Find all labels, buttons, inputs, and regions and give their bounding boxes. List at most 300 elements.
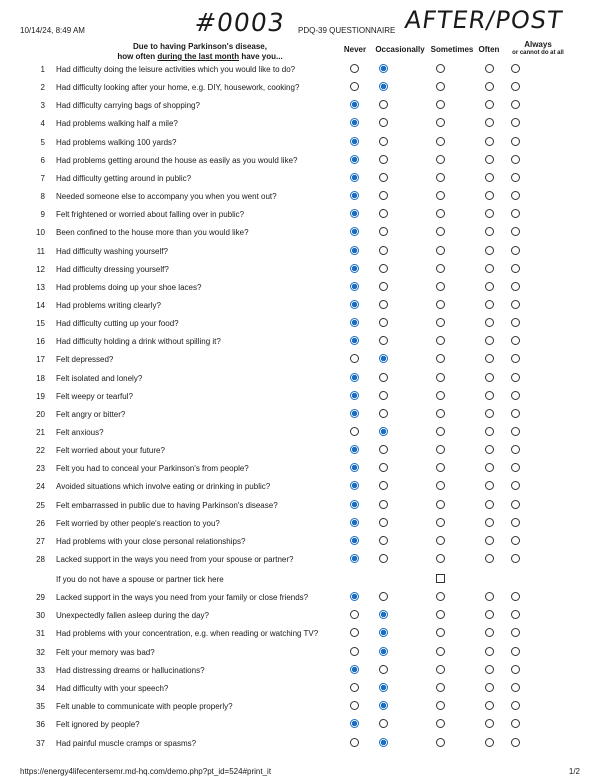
question-text: Felt you had to conceal your Parkinson's from people? [56, 464, 249, 473]
radio-occasionally[interactable] [379, 701, 388, 710]
radio-always[interactable] [511, 536, 520, 545]
radio-often[interactable] [485, 500, 494, 509]
radio-always[interactable] [511, 610, 520, 619]
radio-occasionally[interactable] [379, 191, 388, 200]
radio-often[interactable] [485, 554, 494, 563]
radio-occasionally[interactable] [379, 100, 388, 109]
question-number: 2 [40, 83, 45, 92]
radio-often[interactable] [485, 264, 494, 273]
question-row [0, 682, 602, 696]
question-text: Felt weepy or tearful? [56, 392, 133, 401]
radio-never[interactable] [350, 118, 359, 127]
radio-always[interactable] [511, 518, 520, 527]
radio-sometimes[interactable] [436, 100, 445, 109]
radio-often[interactable] [485, 409, 494, 418]
radio-never[interactable] [350, 264, 359, 273]
radio-sometimes[interactable] [436, 191, 445, 200]
radio-occasionally[interactable] [379, 82, 388, 91]
radio-occasionally[interactable] [379, 118, 388, 127]
radio-always[interactable] [511, 481, 520, 490]
radio-occasionally[interactable] [379, 481, 388, 490]
radio-always[interactable] [511, 264, 520, 273]
question-row [0, 627, 602, 641]
radio-sometimes[interactable] [436, 246, 445, 255]
radio-never[interactable] [350, 665, 359, 674]
radio-sometimes[interactable] [436, 318, 445, 327]
radio-sometimes[interactable] [436, 665, 445, 674]
radio-occasionally[interactable] [379, 592, 388, 601]
radio-sometimes[interactable] [436, 209, 445, 218]
question-row [0, 646, 602, 660]
radio-often[interactable] [485, 209, 494, 218]
question-row [0, 281, 602, 295]
radio-occasionally[interactable] [379, 683, 388, 692]
radio-never[interactable] [350, 209, 359, 218]
radio-sometimes[interactable] [436, 336, 445, 345]
question-number: 15 [36, 319, 45, 328]
radio-sometimes[interactable] [436, 155, 445, 164]
col-header-often: Often [478, 45, 500, 54]
question-number: 32 [36, 648, 45, 657]
question-text: Been confined to the house more than you would like? [56, 228, 249, 237]
question-number: 24 [36, 482, 45, 491]
radio-often[interactable] [485, 100, 494, 109]
radio-sometimes[interactable] [436, 300, 445, 309]
question-row [0, 517, 602, 531]
radio-often[interactable] [485, 463, 494, 472]
radio-occasionally[interactable] [379, 155, 388, 164]
radio-never[interactable] [350, 391, 359, 400]
radio-often[interactable] [485, 300, 494, 309]
radio-always[interactable] [511, 100, 520, 109]
radio-occasionally[interactable] [379, 647, 388, 656]
radio-sometimes[interactable] [436, 518, 445, 527]
radio-never[interactable] [350, 300, 359, 309]
header-date: 10/14/24, 8:49 AM [20, 26, 85, 35]
radio-always[interactable] [511, 209, 520, 218]
radio-never[interactable] [350, 137, 359, 146]
radio-occasionally[interactable] [379, 264, 388, 273]
radio-sometimes[interactable] [436, 647, 445, 656]
question-row [0, 172, 602, 186]
radio-often[interactable] [485, 683, 494, 692]
question-number: 17 [36, 355, 45, 364]
col-header-always: Always or cannot do at all [512, 40, 564, 56]
radio-often[interactable] [485, 118, 494, 127]
radio-sometimes[interactable] [436, 481, 445, 490]
radio-often[interactable] [485, 719, 494, 728]
radio-never[interactable] [350, 554, 359, 563]
question-number: 36 [36, 720, 45, 729]
radio-never[interactable] [350, 701, 359, 710]
radio-occasionally[interactable] [379, 209, 388, 218]
question-number: 12 [36, 265, 45, 274]
radio-often[interactable] [485, 227, 494, 236]
radio-often[interactable] [485, 738, 494, 747]
handwritten-label: AFTER/POST [403, 6, 565, 34]
radio-sometimes[interactable] [436, 427, 445, 436]
question-text: Had problems doing up your shoe laces? [56, 283, 202, 292]
question-text: Felt angry or bitter? [56, 410, 126, 419]
question-number: 28 [36, 555, 45, 564]
radio-occasionally[interactable] [379, 336, 388, 345]
question-number: 3 [40, 101, 45, 110]
radio-occasionally[interactable] [379, 282, 388, 291]
question-row [0, 700, 602, 714]
question-number: 5 [40, 138, 45, 147]
question-text: Felt isolated and lonely? [56, 374, 143, 383]
radio-always[interactable] [511, 500, 520, 509]
question-row [0, 317, 602, 331]
radio-never[interactable] [350, 409, 359, 418]
question-row [0, 664, 602, 678]
radio-always[interactable] [511, 155, 520, 164]
radio-always[interactable] [511, 463, 520, 472]
radio-often[interactable] [485, 592, 494, 601]
radio-always[interactable] [511, 336, 520, 345]
radio-often[interactable] [485, 137, 494, 146]
radio-often[interactable] [485, 628, 494, 637]
question-number: 1 [40, 65, 45, 74]
radio-never[interactable] [350, 683, 359, 692]
radio-always[interactable] [511, 683, 520, 692]
question-row [0, 462, 602, 476]
radio-never[interactable] [350, 647, 359, 656]
radio-sometimes[interactable] [436, 592, 445, 601]
col-header-sometimes: Sometimes [430, 45, 474, 54]
radio-never[interactable] [350, 445, 359, 454]
radio-often[interactable] [485, 391, 494, 400]
question-text: Had difficulty cutting up your food? [56, 319, 179, 328]
question-number: 25 [36, 501, 45, 510]
question-text: Had problems writing clearly? [56, 301, 161, 310]
question-row [0, 553, 602, 567]
prompt-line-1: Due to having Parkinson's disease, [133, 42, 267, 51]
radio-often[interactable] [485, 318, 494, 327]
question-number: 14 [36, 301, 45, 310]
question-text: Avoided situations which involve eating or drinking in public? [56, 482, 271, 491]
question-text: Had problems with your concentration, e.g. when reading or watching TV? [56, 629, 319, 638]
radio-occasionally[interactable] [379, 246, 388, 255]
radio-always[interactable] [511, 445, 520, 454]
radio-occasionally[interactable] [379, 300, 388, 309]
radio-sometimes[interactable] [436, 463, 445, 472]
radio-often[interactable] [485, 536, 494, 545]
question-number: 20 [36, 410, 45, 419]
radio-occasionally[interactable] [379, 409, 388, 418]
radio-always[interactable] [511, 665, 520, 674]
question-prompt [100, 42, 300, 62]
question-row [0, 353, 602, 367]
radio-sometimes[interactable] [436, 82, 445, 91]
question-row [0, 245, 602, 259]
radio-occasionally[interactable] [379, 738, 388, 747]
radio-often[interactable] [485, 282, 494, 291]
radio-never[interactable] [350, 536, 359, 545]
radio-never[interactable] [350, 481, 359, 490]
radio-often[interactable] [485, 610, 494, 619]
radio-always[interactable] [511, 628, 520, 637]
question-text: Had problems walking 100 yards? [56, 138, 177, 147]
radio-often[interactable] [485, 64, 494, 73]
radio-sometimes[interactable] [436, 719, 445, 728]
radio-often[interactable] [485, 445, 494, 454]
radio-always[interactable] [511, 373, 520, 382]
radio-often[interactable] [485, 647, 494, 656]
radio-never[interactable] [350, 282, 359, 291]
radio-always[interactable] [511, 391, 520, 400]
radio-occasionally[interactable] [379, 64, 388, 73]
radio-always[interactable] [511, 318, 520, 327]
radio-occasionally[interactable] [379, 554, 388, 563]
question-number: 23 [36, 464, 45, 473]
radio-never[interactable] [350, 518, 359, 527]
radio-occasionally[interactable] [379, 665, 388, 674]
question-number: 31 [36, 629, 45, 638]
question-text: Had difficulty looking after your home, e.g. DIY, housework, cooking? [56, 83, 300, 92]
radio-sometimes[interactable] [436, 391, 445, 400]
radio-never[interactable] [350, 173, 359, 182]
footer-url[interactable]: https://energy4lifecentersemr.md-hq.com/demo.php?pt_id=524#print_it [20, 767, 272, 776]
radio-often[interactable] [485, 246, 494, 255]
question-row [0, 718, 602, 732]
radio-never[interactable] [350, 500, 359, 509]
question-row [0, 117, 602, 131]
radio-sometimes[interactable] [436, 64, 445, 73]
radio-never[interactable] [350, 719, 359, 728]
question-text: Had problems getting around the house as easily as you would like? [56, 156, 298, 165]
radio-never[interactable] [350, 318, 359, 327]
radio-never[interactable] [350, 64, 359, 73]
radio-sometimes[interactable] [436, 409, 445, 418]
radio-often[interactable] [485, 373, 494, 382]
question-row [0, 154, 602, 168]
question-number: 26 [36, 519, 45, 528]
radio-always[interactable] [511, 137, 520, 146]
radio-always[interactable] [511, 719, 520, 728]
radio-often[interactable] [485, 336, 494, 345]
question-text: Felt anxious? [56, 428, 104, 437]
radio-always[interactable] [511, 246, 520, 255]
radio-never[interactable] [350, 191, 359, 200]
radio-occasionally[interactable] [379, 227, 388, 236]
radio-often[interactable] [485, 518, 494, 527]
radio-never[interactable] [350, 155, 359, 164]
radio-occasionally[interactable] [379, 427, 388, 436]
question-number: 30 [36, 611, 45, 620]
question-row [0, 591, 602, 605]
radio-sometimes[interactable] [436, 173, 445, 182]
radio-sometimes[interactable] [436, 683, 445, 692]
radio-always[interactable] [511, 227, 520, 236]
radio-sometimes[interactable] [436, 354, 445, 363]
handwritten-id: #0003 [192, 8, 287, 37]
radio-sometimes[interactable] [436, 628, 445, 637]
question-text: Had distressing dreams or hallucinations? [56, 666, 205, 675]
radio-always[interactable] [511, 427, 520, 436]
radio-occasionally[interactable] [379, 354, 388, 363]
radio-often[interactable] [485, 481, 494, 490]
radio-occasionally[interactable] [379, 463, 388, 472]
radio-sometimes[interactable] [436, 536, 445, 545]
radio-sometimes[interactable] [436, 227, 445, 236]
radio-always[interactable] [511, 647, 520, 656]
radio-always[interactable] [511, 554, 520, 563]
radio-often[interactable] [485, 155, 494, 164]
radio-always[interactable] [511, 701, 520, 710]
spouse-note-text: If you do not have a spouse or partner tick here [56, 575, 224, 584]
radio-occasionally[interactable] [379, 536, 388, 545]
question-number: 22 [36, 446, 45, 455]
question-number: 7 [40, 174, 45, 183]
question-number: 33 [36, 666, 45, 675]
radio-occasionally[interactable] [379, 391, 388, 400]
question-text: Felt embarrassed in public due to having Parkinson's disease? [56, 501, 278, 510]
radio-occasionally[interactable] [379, 500, 388, 509]
question-number: 27 [36, 537, 45, 546]
question-text: Had difficulty getting around in public? [56, 174, 192, 183]
question-number: 19 [36, 392, 45, 401]
question-number: 4 [40, 119, 45, 128]
question-text: Had difficulty with your speech? [56, 684, 169, 693]
radio-always[interactable] [511, 118, 520, 127]
question-text: Had difficulty holding a drink without spilling it? [56, 337, 221, 346]
question-number: 11 [36, 247, 45, 256]
question-row [0, 372, 602, 386]
radio-often[interactable] [485, 665, 494, 674]
question-row [0, 81, 602, 95]
radio-never[interactable] [350, 610, 359, 619]
radio-occasionally[interactable] [379, 628, 388, 637]
radio-always[interactable] [511, 191, 520, 200]
radio-always[interactable] [511, 173, 520, 182]
radio-often[interactable] [485, 191, 494, 200]
question-number: 8 [40, 192, 45, 201]
question-row [0, 499, 602, 513]
radio-often[interactable] [485, 173, 494, 182]
question-row [0, 444, 602, 458]
question-row [0, 63, 602, 77]
radio-occasionally[interactable] [379, 445, 388, 454]
no-spouse-checkbox[interactable] [436, 574, 445, 583]
radio-always[interactable] [511, 354, 520, 363]
question-number: 21 [36, 428, 45, 437]
question-row [0, 263, 602, 277]
radio-never[interactable] [350, 82, 359, 91]
question-number: 34 [36, 684, 45, 693]
radio-always[interactable] [511, 592, 520, 601]
radio-sometimes[interactable] [436, 137, 445, 146]
question-number: 9 [40, 210, 45, 219]
radio-never[interactable] [350, 427, 359, 436]
radio-occasionally[interactable] [379, 137, 388, 146]
question-text: Had problems walking half a mile? [56, 119, 178, 128]
question-text: Felt frightened or worried about falling over in public? [56, 210, 245, 219]
col-header-occasionally: Occasionally [375, 45, 425, 54]
page-title: PDQ-39 QUESTIONNAIRE [298, 26, 396, 35]
radio-often[interactable] [485, 82, 494, 91]
radio-never[interactable] [350, 354, 359, 363]
radio-always[interactable] [511, 64, 520, 73]
radio-always[interactable] [511, 282, 520, 291]
question-text: Unexpectedly fallen asleep during the day? [56, 611, 209, 620]
question-number: 10 [36, 228, 45, 237]
radio-occasionally[interactable] [379, 318, 388, 327]
question-row [0, 737, 602, 751]
radio-occasionally[interactable] [379, 610, 388, 619]
radio-occasionally[interactable] [379, 173, 388, 182]
question-text: Had difficulty doing the leisure activities which you would like to do? [56, 65, 296, 74]
question-text: Needed someone else to accompany you when you went out? [56, 192, 277, 201]
question-row [0, 390, 602, 404]
question-row [0, 190, 602, 204]
radio-sometimes[interactable] [436, 738, 445, 747]
radio-always[interactable] [511, 738, 520, 747]
question-text: Lacked support in the ways you need from your family or close friends? [56, 593, 309, 602]
question-text: Felt worried by other people's reaction to you? [56, 519, 220, 528]
question-row [0, 99, 602, 113]
radio-never[interactable] [350, 336, 359, 345]
radio-often[interactable] [485, 427, 494, 436]
question-text: Had difficulty dressing yourself? [56, 265, 169, 274]
radio-sometimes[interactable] [436, 373, 445, 382]
radio-never[interactable] [350, 463, 359, 472]
question-row [0, 535, 602, 549]
radio-sometimes[interactable] [436, 610, 445, 619]
radio-often[interactable] [485, 701, 494, 710]
question-row [0, 136, 602, 150]
question-row [0, 480, 602, 494]
radio-never[interactable] [350, 628, 359, 637]
radio-often[interactable] [485, 354, 494, 363]
question-text: Lacked support in the ways you need from your spouse or partner? [56, 555, 294, 564]
radio-occasionally[interactable] [379, 518, 388, 527]
radio-never[interactable] [350, 592, 359, 601]
question-text: Felt ignored by people? [56, 720, 140, 729]
radio-sometimes[interactable] [436, 118, 445, 127]
question-text: Felt depressed? [56, 355, 114, 364]
question-text: Had difficulty washing yourself? [56, 247, 168, 256]
question-number: 18 [36, 374, 45, 383]
radio-always[interactable] [511, 82, 520, 91]
question-number: 35 [36, 702, 45, 711]
radio-sometimes[interactable] [436, 264, 445, 273]
radio-sometimes[interactable] [436, 282, 445, 291]
question-number: 16 [36, 337, 45, 346]
question-text: Felt your memory was bad? [56, 648, 155, 657]
prompt-line-2: how often during the last month have you... [117, 52, 283, 61]
radio-always[interactable] [511, 300, 520, 309]
spouse-note-row [0, 573, 602, 587]
radio-occasionally[interactable] [379, 719, 388, 728]
radio-never[interactable] [350, 373, 359, 382]
radio-sometimes[interactable] [436, 500, 445, 509]
radio-never[interactable] [350, 738, 359, 747]
question-row [0, 208, 602, 222]
radio-never[interactable] [350, 227, 359, 236]
question-row [0, 609, 602, 623]
question-number: 6 [40, 156, 45, 165]
question-text: Felt unable to communicate with people properly? [56, 702, 233, 711]
radio-occasionally[interactable] [379, 373, 388, 382]
radio-never[interactable] [350, 100, 359, 109]
radio-sometimes[interactable] [436, 445, 445, 454]
question-text: Felt worried about your future? [56, 446, 165, 455]
radio-always[interactable] [511, 409, 520, 418]
radio-never[interactable] [350, 246, 359, 255]
radio-sometimes[interactable] [436, 554, 445, 563]
radio-sometimes[interactable] [436, 701, 445, 710]
